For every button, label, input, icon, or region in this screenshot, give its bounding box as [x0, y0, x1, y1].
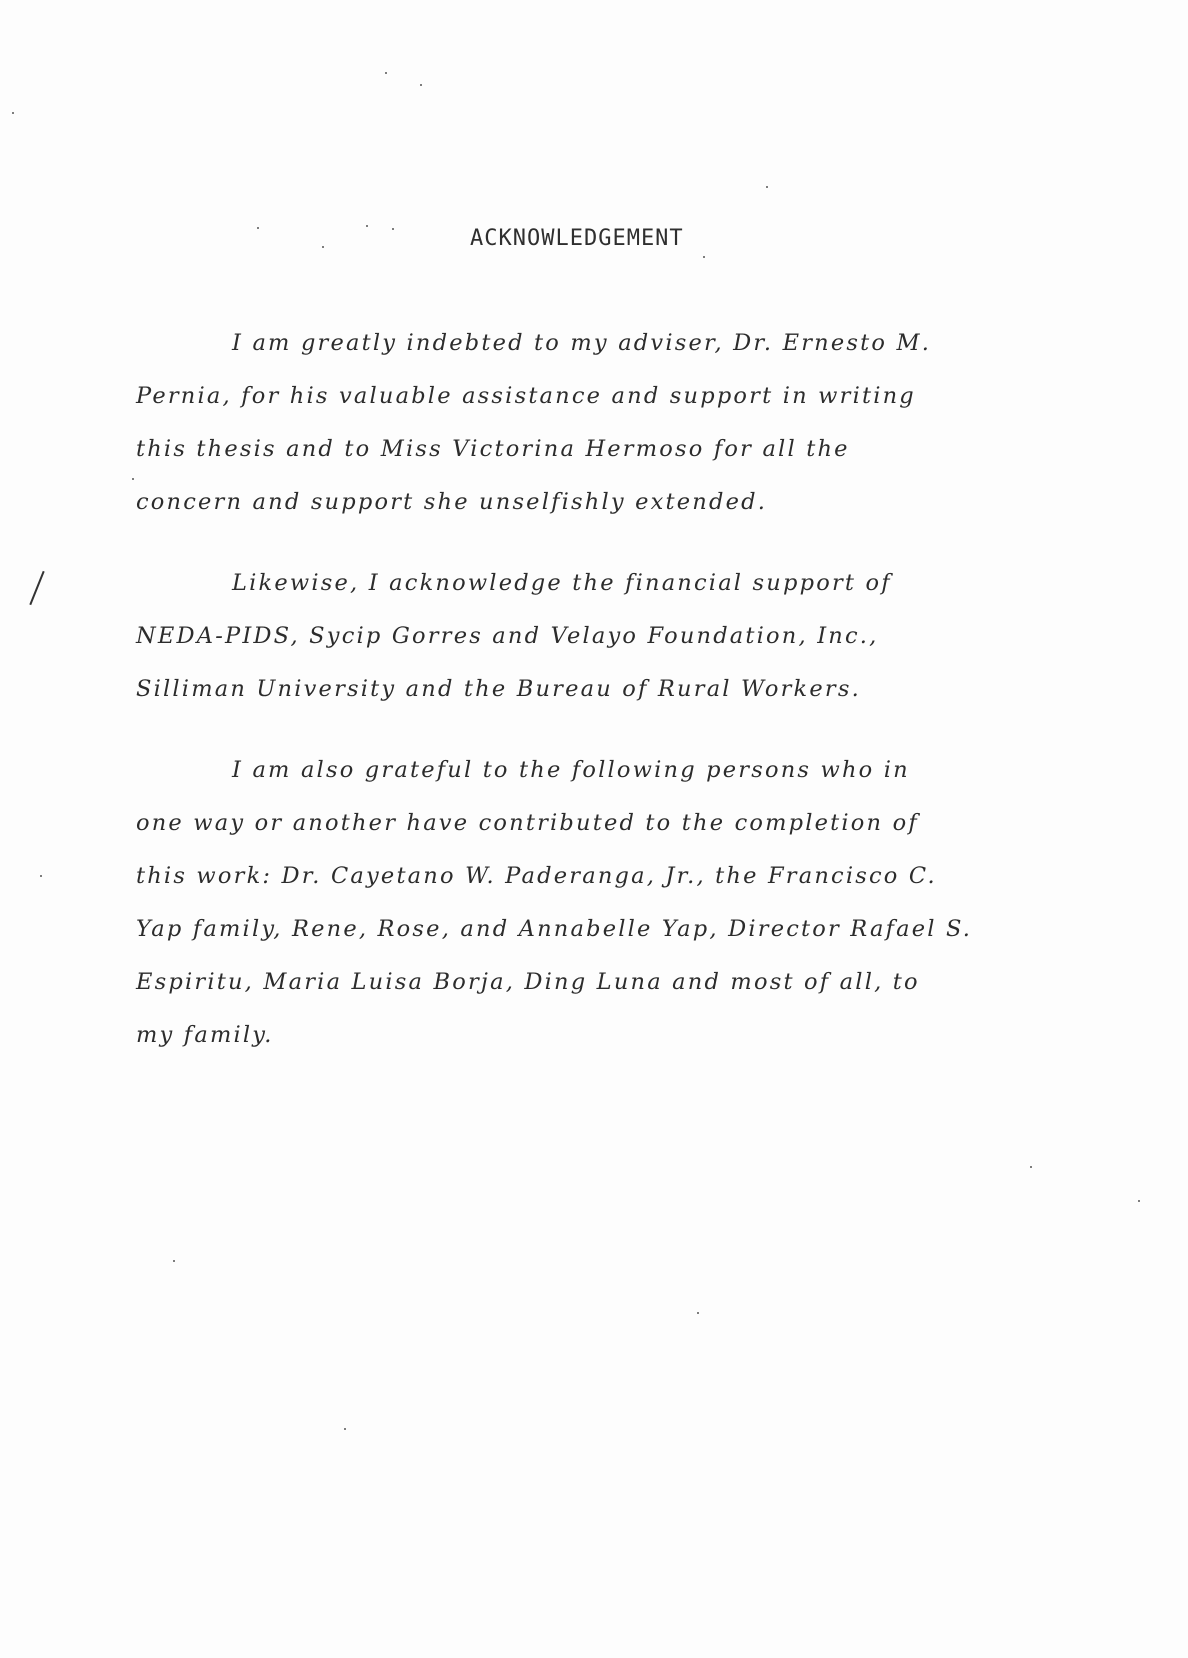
margin-pencil-mark	[29, 571, 44, 605]
paragraph-1-line-3: this thesis and to Miss Victorina Hermoso for all the	[136, 436, 850, 462]
scan-speck	[703, 256, 705, 258]
scan-speck	[697, 1312, 699, 1314]
scan-speck	[344, 1428, 346, 1430]
paragraph-1-line-2: Pernia, for his valuable assistance and support in writing	[136, 383, 916, 409]
paragraph-1-line-4: concern and support she unselfishly extended.	[136, 489, 768, 515]
paragraph-1-line-1: I am greatly indebted to my adviser, Dr. Ernesto M.	[232, 330, 932, 356]
scan-speck	[1138, 1200, 1140, 1202]
paragraph-3-line-3: this work: Dr. Cayetano W. Paderanga, Jr., the Francisco C.	[136, 863, 937, 889]
paragraph-3-line-4: Yap family, Rene, Rose, and Annabelle Yap, Director Rafael S.	[136, 916, 973, 942]
paragraph-3-line-2: one way or another have contributed to the completion of	[136, 810, 919, 836]
paragraph-3-line-6: my family.	[136, 1022, 274, 1048]
paragraph-2-line-3: Silliman University and the Bureau of Rural Workers.	[136, 676, 861, 702]
paragraph-3-line-1: I am also grateful to the following persons who in	[232, 757, 910, 783]
scan-speck	[257, 227, 259, 229]
scan-speck	[366, 225, 368, 227]
scan-speck	[12, 112, 14, 114]
paragraph-3-line-5: Espiritu, Maria Luisa Borja, Ding Luna and most of all, to	[136, 969, 920, 995]
scan-speck	[1030, 1166, 1032, 1168]
paragraph-2-line-2: NEDA-PIDS, Sycip Gorres and Velayo Foundation, Inc.,	[136, 623, 879, 649]
scan-speck	[420, 84, 422, 86]
scan-speck	[322, 246, 324, 248]
scan-speck	[40, 875, 42, 877]
scan-speck	[385, 72, 387, 74]
scan-speck	[173, 1260, 175, 1262]
scan-speck	[392, 228, 394, 230]
scan-speck	[766, 186, 768, 188]
page-title: ACKNOWLEDGEMENT	[470, 226, 684, 251]
scan-speck	[132, 478, 134, 480]
paragraph-2-line-1: Likewise, I acknowledge the financial support of	[232, 570, 892, 596]
